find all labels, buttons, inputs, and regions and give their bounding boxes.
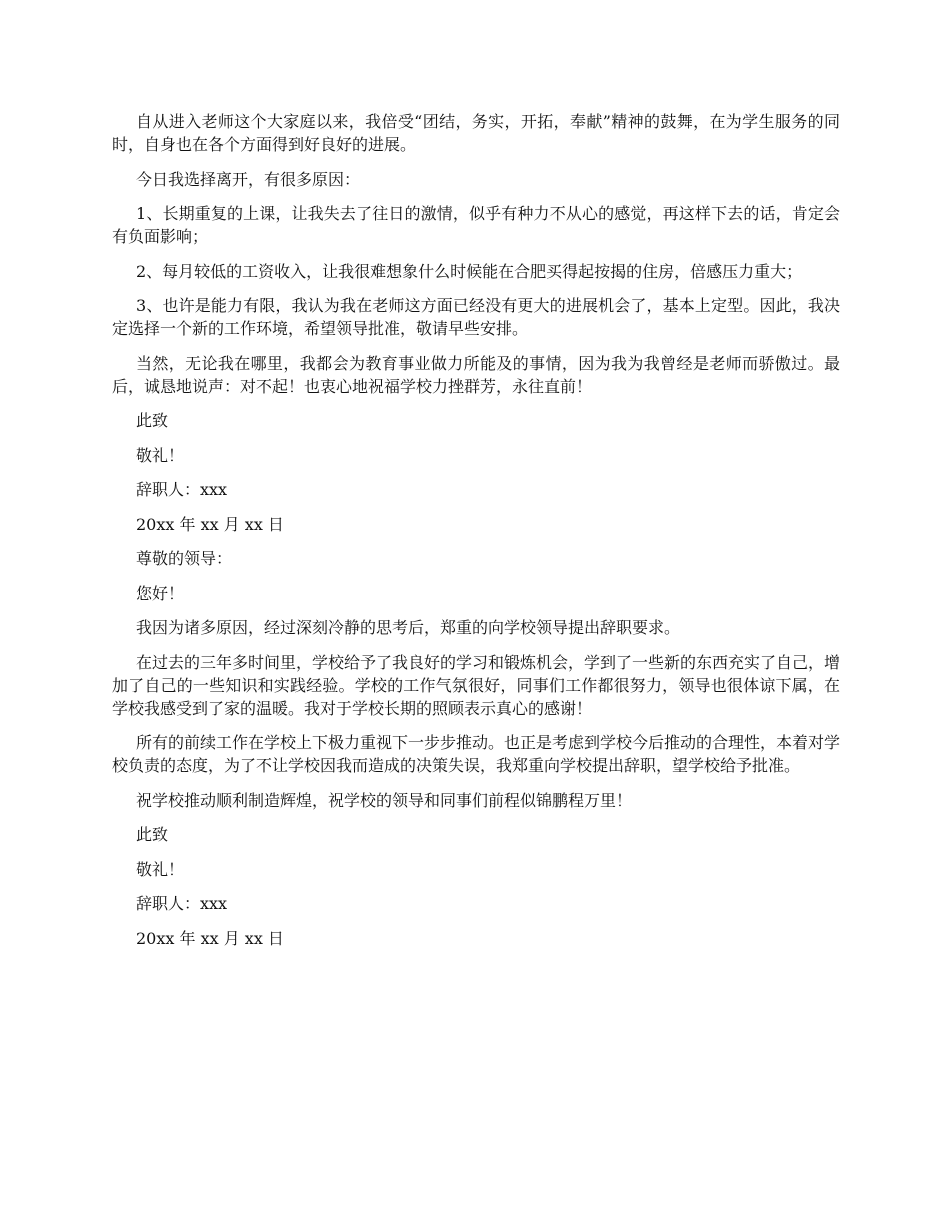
salutation-jingli: 敬礼！ xyxy=(136,445,185,465)
letter2-gratitude: 在过去的三年多时间里，学校给予了我良好的学习和锻炼机会，学到了一些新的东西充实了自己，增加了自己的一些知识和实践经验。学校的工作气氛很好，同事们工作都很努力，领导也很体谅下属，在学校我感受到了家的温暖。我对于学校长期的照顾表示真心的感谢！ xyxy=(112,652,841,718)
letter2-signature-date: 20xx 年 xx 月 xx 日 xyxy=(136,928,284,948)
letter2-request: 我因为诸多原因，经过深刻冷静的思考后，郑重的向学校领导提出辞职要求。 xyxy=(136,618,681,637)
letter2-greeting: 尊敬的领导： xyxy=(136,549,233,568)
letter2-wishes: 祝学校推动顺利制造辉煌，祝学校的领导和同事们前程似锦鹏程万里！ xyxy=(136,790,633,810)
letter2-hello: 您好！ xyxy=(136,583,185,603)
letter2-signature-name: 辞职人：xxx xyxy=(136,894,228,913)
signature-date: 20xx 年 xx 月 xx 日 xyxy=(136,514,284,534)
paragraph-reason-3: 3、也许是能力有限，我认为我在老师这方面已经没有更大的进展机会了，基本上定型。因此，我决定选择一个新的工作环境，希望领导批准，敬请早些安排。 xyxy=(112,296,840,338)
paragraph-closing: 当然，无论我在哪里，我都会为教育事业做力所能及的事情，因为我为我曾经是老师而骄傲过。最后，诚恳地说声：对不起！也衷心地祝福学校力挫群芳，永往直前！ xyxy=(112,353,840,396)
document-body xyxy=(112,110,840,961)
paragraph-reason-1: 1、长期重复的上课，让我失去了往日的激情，似乎有种力不从心的感觉，再这样下去的话，肯定会有负面影响； xyxy=(112,204,840,246)
letter2-reasoning: 所有的前续工作在学校上下极力重视下一步步推动。也正是考虑到学校今后推动的合理性，本着对学校负责的态度，为了不让学校因我而造成的决策失误，我郑重向学校提出辞职，望学校给予批准。 xyxy=(112,733,841,775)
paragraph-reasons-heading: 今日我选择离开，有很多原因： xyxy=(136,169,361,189)
signature-name: 辞职人：xxx xyxy=(136,480,228,499)
paragraph-intro: 自从进入老师这个大家庭以来，我倍受“团结，务实，开拓，奉献”精神的鼓舞，在为学生服务的同时，自身也在各个方面得到好良好的进展。 xyxy=(112,112,840,154)
paragraph-reason-2: 2、每月较低的工资收入，让我很难想象什么时候能在合肥买得起按揭的住房，倍感压力重大； xyxy=(136,261,803,281)
letter2-salutation-cizhi: 此致 xyxy=(136,825,169,844)
salutation-cizhi: 此致 xyxy=(136,411,169,430)
letter2-salutation-jingli: 敬礼！ xyxy=(136,859,185,879)
